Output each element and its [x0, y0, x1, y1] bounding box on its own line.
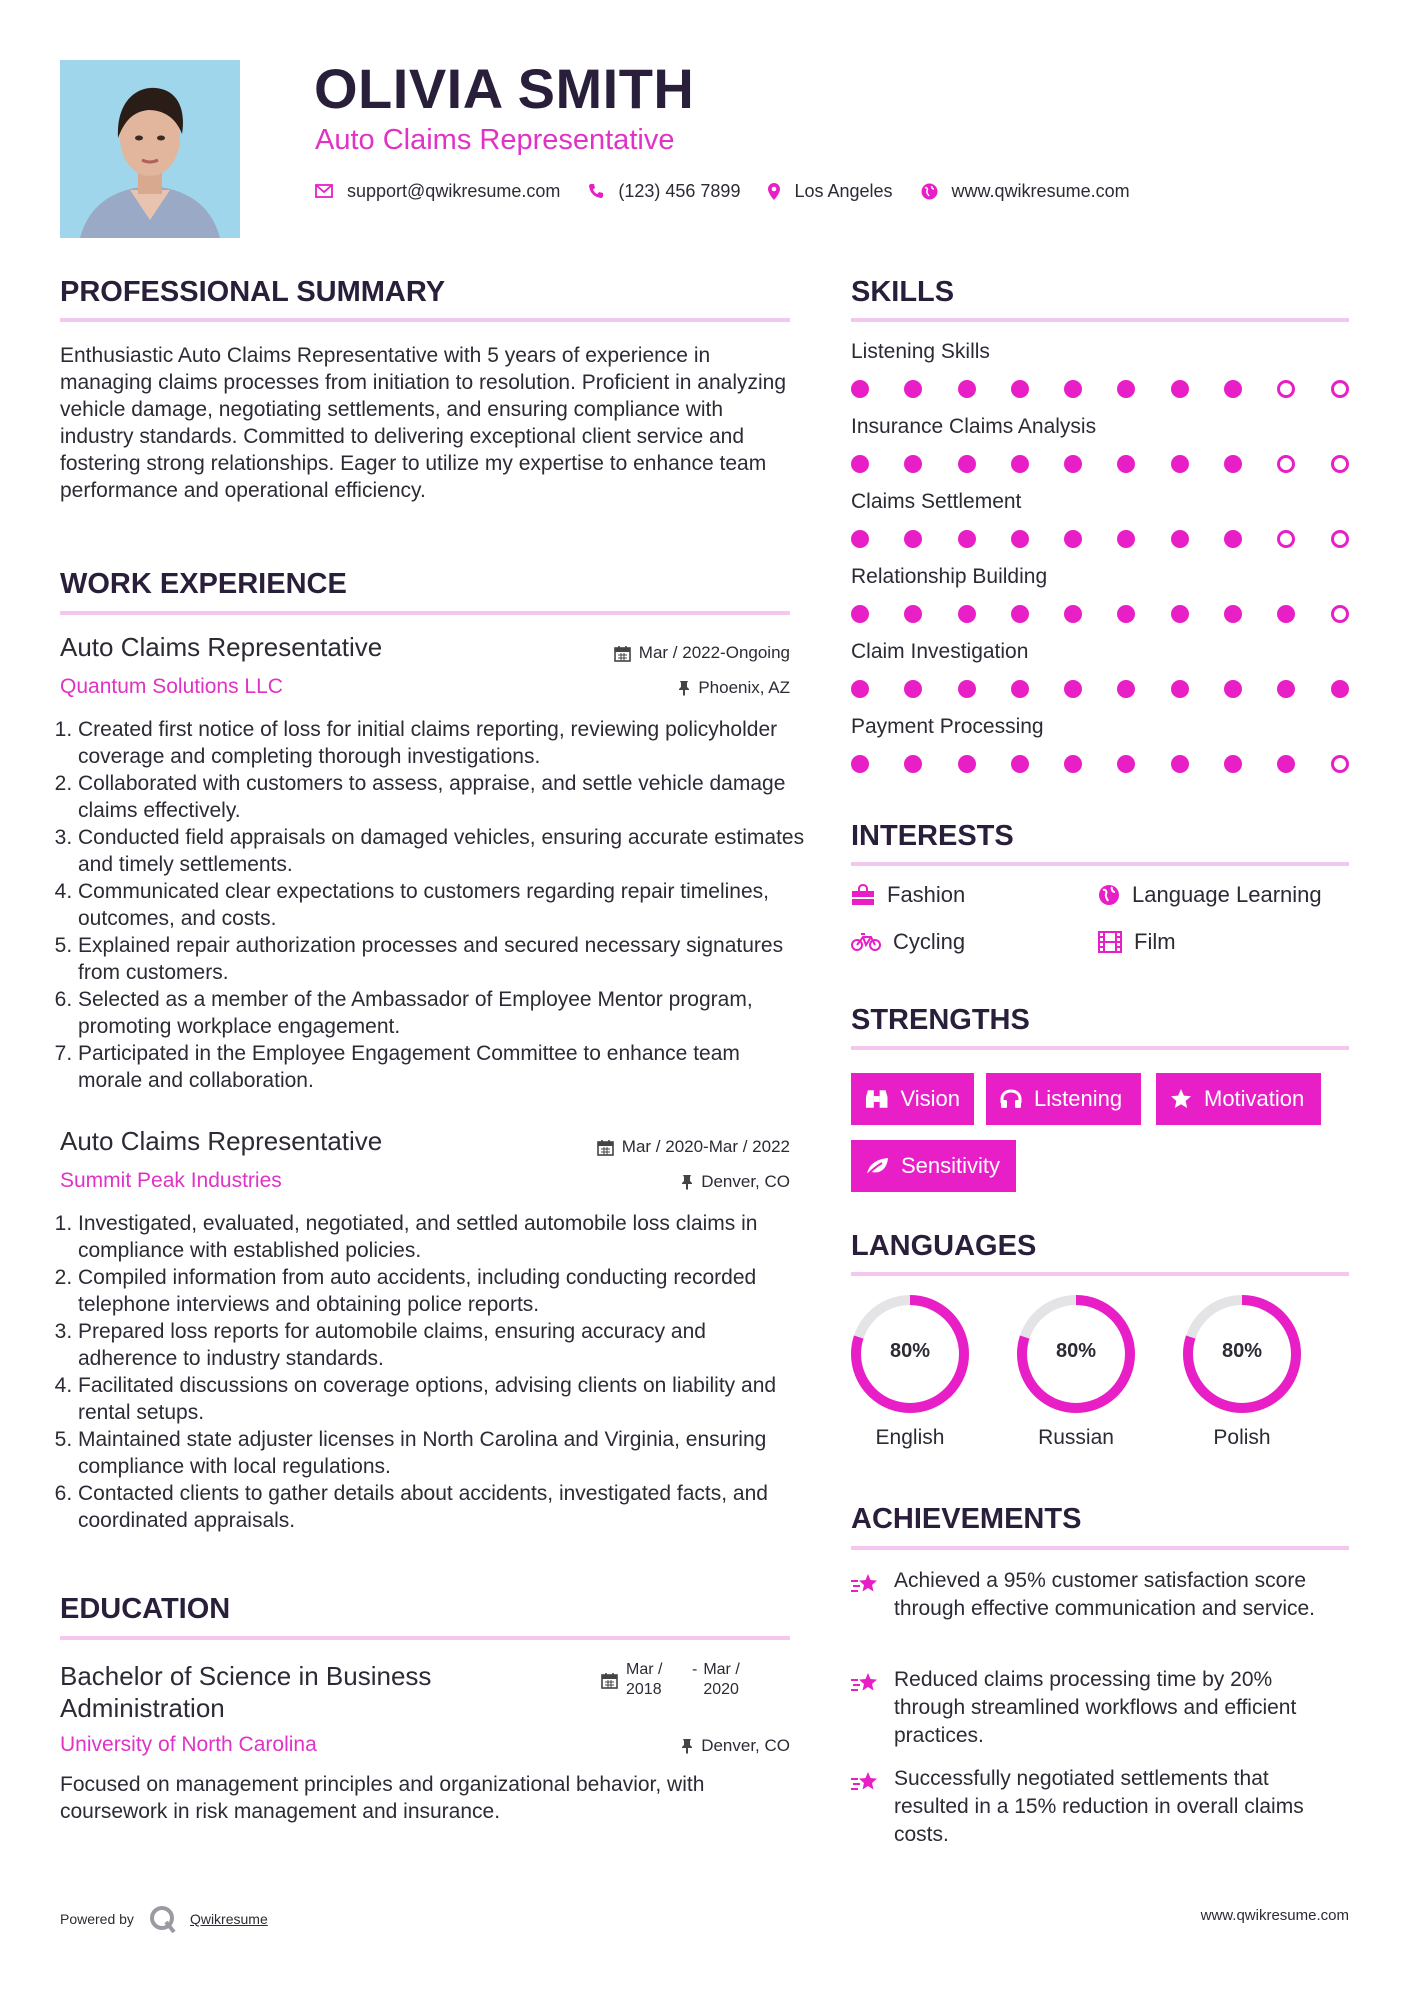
rating-dot-filled: [904, 605, 922, 623]
list-item: 5. Maintained state adjuster licenses in North Carolina and Virginia, ensuring compliance with local regulations.: [78, 1426, 808, 1480]
interest-label: Fashion: [887, 882, 966, 907]
rating-dot-filled: [1011, 455, 1029, 473]
calendar-icon: [597, 1139, 614, 1156]
list-item: 5. Explained repair authorization processes and secured necessary signatures from customers.: [78, 932, 808, 986]
school-name: University of North Carolina: [60, 1733, 317, 1756]
contact-email[interactable]: [315, 181, 560, 202]
strength-label: Motivation: [1204, 1086, 1305, 1111]
rating-dot-filled: [1171, 380, 1189, 398]
rating-dot-filled: [1224, 380, 1242, 398]
contact-location: [768, 181, 892, 202]
envelope-icon: [315, 184, 333, 198]
job-title: Auto Claims Representative: [60, 632, 383, 662]
qwikresume-logo-icon: [148, 1904, 178, 1934]
achievements-rule: [851, 1546, 1349, 1550]
strengths-rule: [851, 1046, 1349, 1050]
language-percent: 80%: [1055, 1340, 1097, 1362]
strength-label: Listening: [1034, 1086, 1123, 1111]
list-item: 1. Created first notice of loss for initial claims reporting, reviewing policyholder coverage and completing thorough investigations.: [78, 716, 808, 770]
pushpin-icon: [681, 1738, 693, 1754]
language-name: Russian: [1038, 1426, 1114, 1449]
rating-dot-empty: [1331, 380, 1349, 398]
rating-dot-filled: [1171, 680, 1189, 698]
skills-title: SKILLS: [851, 276, 955, 308]
list-item: 1. Investigated, evaluated, negotiated, and settled automobile loss claims in compliance with established policies.: [78, 1210, 808, 1264]
shooting-star-icon: [850, 1670, 880, 1696]
interest-label: Cycling: [893, 929, 966, 954]
rating-dot-filled: [1331, 680, 1349, 698]
interests-rule: [851, 862, 1349, 866]
job-location-text: Phoenix, AZ: [698, 678, 790, 697]
interest-label: Language Learning: [1132, 882, 1322, 907]
job-duties-list: [60, 1210, 808, 1534]
strength-tag-motivation: [1156, 1073, 1321, 1125]
education-end: Mar / 2020: [703, 1661, 740, 1698]
achievement-item: [850, 1666, 1350, 1750]
list-item: 6. Selected as a member of the Ambassador of Employee Mentor program, promoting workplace engagement.: [78, 986, 808, 1040]
website-text: www.qwikresume.com: [951, 180, 1130, 201]
strength-tag-sensitivity: [851, 1140, 1016, 1192]
pushpin-icon: [678, 680, 690, 696]
rating-dot-filled: [1224, 680, 1242, 698]
calendar-icon: [614, 645, 631, 662]
skill-rating: [851, 455, 1349, 473]
contact-bar: [315, 176, 1158, 206]
education-rule: [60, 1636, 790, 1640]
list-item: 3. Conducted field appraisals on damaged vehicles, ensuring accurate estimates and timely settlements.: [78, 824, 808, 878]
rating-dot-filled: [1277, 605, 1295, 623]
headphones-icon: [1000, 1089, 1022, 1109]
rating-dot-filled: [1117, 530, 1135, 548]
list-item: 4. Communicated clear expectations to customers regarding repair timelines, outcomes, and costs.: [78, 878, 808, 932]
rating-dot-filled: [958, 755, 976, 773]
skill-rating: [851, 755, 1349, 773]
rating-dot-empty: [1331, 605, 1349, 623]
rating-dot-filled: [1011, 605, 1029, 623]
bicycle-icon: [851, 932, 881, 952]
brand-link[interactable]: Qwikresume: [189, 1911, 268, 1927]
company-name: Quantum Solutions LLC: [60, 675, 283, 698]
rating-dot-filled: [851, 530, 869, 548]
experience-rule: [60, 611, 790, 615]
rating-dot-filled: [1224, 455, 1242, 473]
rating-dot-filled: [1171, 530, 1189, 548]
summary-rule: [60, 318, 790, 322]
skill-rating: [851, 605, 1349, 623]
interest-film: [1098, 929, 1176, 955]
rating-dot-filled: [1064, 455, 1082, 473]
achievements-title: ACHIEVEMENTS: [851, 1503, 1082, 1535]
job-location-text: Denver, CO: [701, 1172, 790, 1191]
interest-label: Film: [1134, 929, 1176, 954]
skills-rule: [851, 318, 1349, 322]
achievement-text: Achieved a 95% customer satisfaction score through effective communication and service.: [894, 1569, 1316, 1620]
education-description: Focused on management principles and organizational behavior, with coursework in risk management and insurance.: [60, 1773, 705, 1823]
rating-dot-filled: [1171, 755, 1189, 773]
rating-dot-filled: [1171, 455, 1189, 473]
achievement-text: Reduced claims processing time by 20% through streamlined workflows and efficient practices.: [894, 1668, 1297, 1747]
skill-name: Claims Settlement: [851, 490, 1022, 513]
film-icon: [1098, 931, 1122, 953]
rating-dot-empty: [1277, 530, 1295, 548]
email-text: support@qwikresume.com: [347, 180, 561, 201]
rating-dot-filled: [851, 455, 869, 473]
rating-dot-filled: [958, 680, 976, 698]
rating-dot-filled: [1064, 530, 1082, 548]
rating-dot-filled: [904, 455, 922, 473]
rating-dot-filled: [1117, 455, 1135, 473]
star-icon: [1170, 1088, 1192, 1110]
calendar-icon: [601, 1672, 618, 1689]
skill-name: Claim Investigation: [851, 640, 1029, 663]
skill-name: Listening Skills: [851, 340, 990, 363]
degree-title: Bachelor of Science in Business Administration: [60, 1661, 432, 1723]
date-separator: -: [692, 1661, 698, 1678]
profile-photo: [60, 60, 240, 238]
rating-dot-filled: [1117, 605, 1135, 623]
education-dates: [601, 1660, 753, 1700]
education-location: [681, 1736, 790, 1756]
job-location: [678, 678, 790, 698]
skill-name: Payment Processing: [851, 715, 1044, 738]
interest-fashion: [851, 882, 965, 908]
shooting-star-icon: [850, 1571, 880, 1597]
job-dates: [597, 1137, 790, 1157]
rating-dot-filled: [1224, 530, 1242, 548]
rating-dot-filled: [851, 680, 869, 698]
rating-dot-filled: [958, 605, 976, 623]
rating-dot-filled: [958, 380, 976, 398]
achievement-item: [850, 1567, 1350, 1623]
language-name: English: [875, 1426, 945, 1449]
rating-dot-empty: [1277, 380, 1295, 398]
strength-tag-vision: [851, 1073, 974, 1125]
rating-dot-empty: [1331, 530, 1349, 548]
skill-rating: [851, 680, 1349, 698]
interests-title: INTERESTS: [851, 820, 1014, 852]
strength-label: Sensitivity: [901, 1153, 1001, 1178]
languages-title: LANGUAGES: [851, 1230, 1037, 1262]
job-title: Auto Claims Representative: [60, 1126, 383, 1156]
summary-text: Enthusiastic Auto Claims Representative with 5 years of experience in managing claims processes from initiation to resolution. Proficient in analyzing vehicle damage, negotiating settlements, and ensuring compliance with industry standards. Committed to delivering exceptional client service and fostering strong relationships. Eager to utilize my expertise to enhance team performance and operational efficiency.: [60, 344, 787, 502]
rating-dot-filled: [1011, 530, 1029, 548]
shopping-bag-icon: [851, 884, 875, 906]
rating-dot-filled: [1117, 380, 1135, 398]
skill-rating: [851, 530, 1349, 548]
rating-dot-filled: [1117, 755, 1135, 773]
language-percent: 80%: [889, 1340, 931, 1362]
powered-by-text: Powered by: [60, 1911, 134, 1927]
rating-dot-filled: [851, 755, 869, 773]
rating-dot-filled: [851, 605, 869, 623]
rating-dot-filled: [1064, 605, 1082, 623]
language-item: [1014, 1292, 1138, 1449]
candidate-name: OLIVIA SMITH: [314, 57, 695, 120]
rating-dot-filled: [1011, 380, 1029, 398]
list-item: 3. Prepared loss reports for automobile claims, ensuring accuracy and adherence to industry standards.: [78, 1318, 808, 1372]
skill-name: Insurance Claims Analysis: [851, 415, 1097, 438]
strengths-title: STRENGTHS: [851, 1004, 1030, 1036]
language-percent: 80%: [1221, 1340, 1263, 1362]
rating-dot-empty: [1331, 455, 1349, 473]
rating-dot-filled: [904, 530, 922, 548]
rating-dot-filled: [1011, 680, 1029, 698]
list-item: 7. Participated in the Employee Engagement Committee to enhance team morale and collaboration.: [78, 1040, 808, 1094]
list-item: 2. Collaborated with customers to assess, appraise, and settle vehicle damage claims effectively.: [78, 770, 808, 824]
globe-icon: [921, 183, 938, 200]
rating-dot-empty: [1331, 755, 1349, 773]
job-dates-text: Mar / 2020-Mar / 2022: [621, 1137, 790, 1156]
summary-title: PROFESSIONAL SUMMARY: [60, 276, 446, 308]
language-name: Polish: [1213, 1426, 1271, 1449]
list-item: 4. Facilitated discussions on coverage options, advising clients on liability and rental setups.: [78, 1372, 808, 1426]
achievement-item: [850, 1765, 1350, 1849]
candidate-role: Auto Claims Representative: [315, 124, 675, 156]
rating-dot-filled: [1171, 605, 1189, 623]
education-title: EDUCATION: [60, 1593, 231, 1625]
list-item: 2. Compiled information from auto accidents, including conducting recorded telephone interviews and obtaining police reports.: [78, 1264, 808, 1318]
interest-cycling: [851, 929, 965, 955]
rating-dot-filled: [904, 680, 922, 698]
rating-dot-filled: [851, 380, 869, 398]
achievement-text: Successfully negotiated settlements that resulted in a 15% reduction in overall claims costs.: [894, 1767, 1304, 1846]
experience-title: WORK EXPERIENCE: [60, 568, 347, 600]
education-location-text: Denver, CO: [701, 1736, 790, 1755]
rating-dot-filled: [1224, 755, 1242, 773]
rating-dot-filled: [1011, 755, 1029, 773]
contact-website[interactable]: [921, 181, 1130, 202]
globe-icon: [1098, 884, 1120, 906]
language-item: [848, 1292, 972, 1449]
job-location: [681, 1172, 790, 1192]
footer-powered-by: [60, 1904, 268, 1934]
job-dates: [614, 643, 790, 663]
rating-dot-filled: [1277, 680, 1295, 698]
map-pin-icon: [768, 183, 780, 200]
languages-rule: [851, 1272, 1349, 1276]
phone-text: (123) 456 7899: [618, 180, 741, 201]
rating-dot-filled: [1064, 755, 1082, 773]
skill-rating: [851, 380, 1349, 398]
pushpin-icon: [681, 1174, 693, 1190]
job-duties-list: [60, 716, 808, 1094]
rating-dot-filled: [904, 380, 922, 398]
strength-tag-listening: [986, 1073, 1141, 1125]
shooting-star-icon: [850, 1769, 880, 1795]
rating-dot-filled: [1064, 680, 1082, 698]
language-item: [1180, 1292, 1304, 1449]
rating-dot-filled: [904, 755, 922, 773]
rating-dot-empty: [1277, 455, 1295, 473]
location-text: Los Angeles: [794, 180, 893, 201]
leaf-icon: [865, 1156, 889, 1176]
rating-dot-filled: [1064, 380, 1082, 398]
strength-label: Vision: [900, 1086, 960, 1111]
phone-icon: [588, 183, 604, 199]
rating-dot-filled: [1277, 755, 1295, 773]
education-start: Mar / 2018: [626, 1661, 663, 1698]
rating-dot-filled: [1117, 680, 1135, 698]
rating-dot-filled: [958, 455, 976, 473]
rating-dot-filled: [1224, 605, 1242, 623]
rating-dot-filled: [958, 530, 976, 548]
job-dates-text: Mar / 2022-Ongoing: [638, 643, 790, 662]
interest-language-learning: [1098, 882, 1322, 908]
binoculars-icon: [865, 1088, 888, 1110]
company-name: Summit Peak Industries: [60, 1169, 282, 1192]
contact-phone[interactable]: [588, 181, 740, 202]
skill-name: Relationship Building: [851, 565, 1048, 588]
footer-website[interactable]: www.qwikresume.com: [1200, 1907, 1349, 1924]
list-item: 6. Contacted clients to gather details about accidents, investigated facts, and coordinated appraisals.: [78, 1480, 808, 1534]
